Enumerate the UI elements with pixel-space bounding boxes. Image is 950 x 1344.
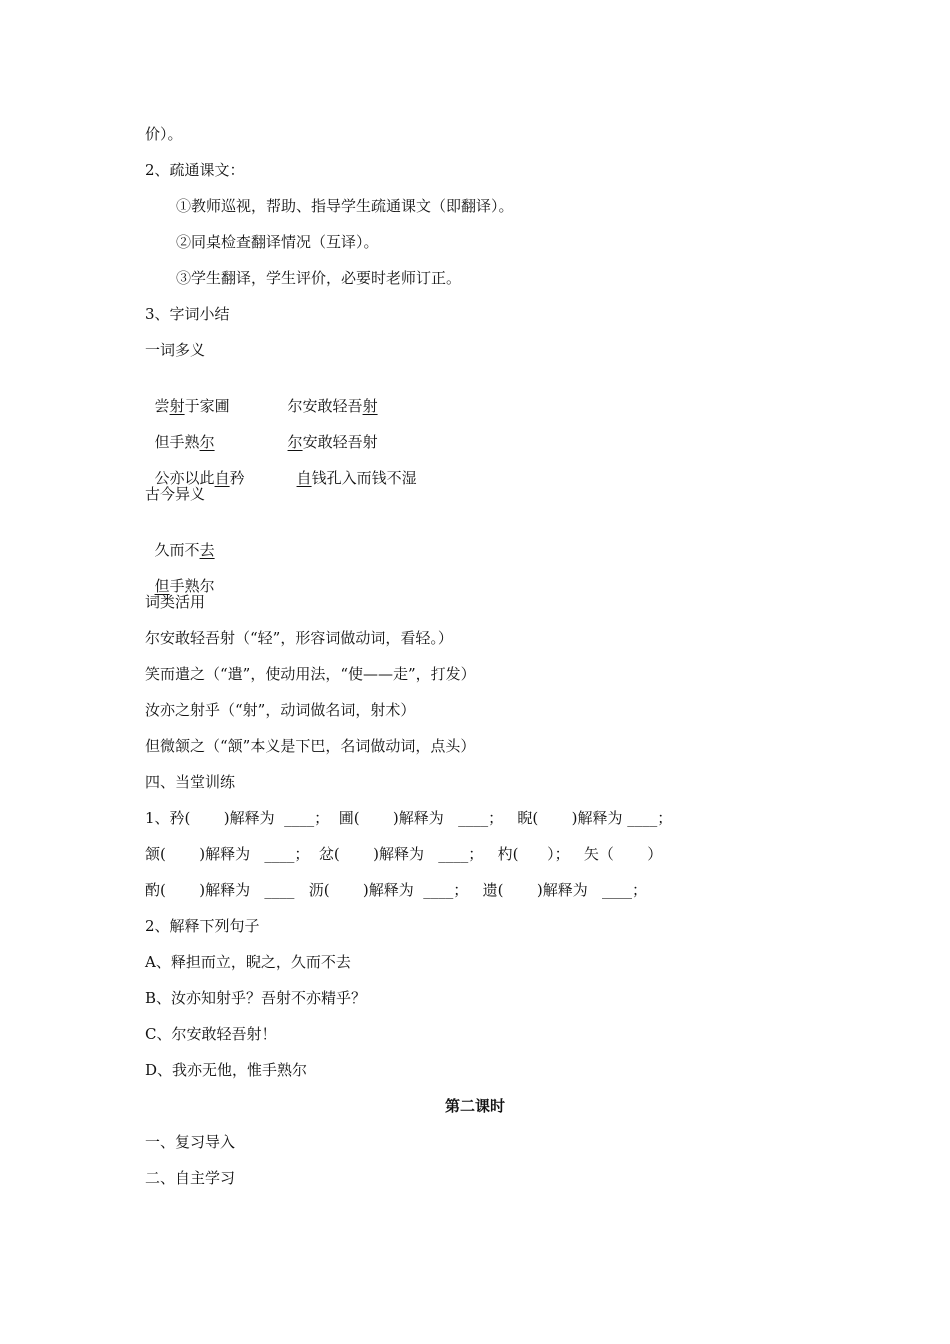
lesson-title: 第二课时 bbox=[444, 1097, 505, 1115]
text-line: 价）。 bbox=[145, 125, 183, 143]
text-line: 笑而遣之（“遣”，使动用法，“使——走”，打发） bbox=[145, 665, 476, 683]
text-line: 一、复习导入 bbox=[145, 1133, 236, 1151]
text: 安敢轻吾射 bbox=[302, 433, 378, 451]
text-line: ③学生翻译，学生评价，必要时老师订正。 bbox=[176, 269, 462, 287]
text: 矜 bbox=[229, 469, 245, 487]
text-line: 汝亦之射乎（“射”，动词做名词，射术） bbox=[145, 701, 416, 719]
underlined-word: 尔 bbox=[287, 433, 303, 451]
text-line: 3、字词小结 bbox=[145, 305, 230, 323]
text-line: ①教师巡视，帮助、指导学生疏通课文（即翻译）。 bbox=[176, 197, 514, 215]
text: 尝 bbox=[154, 397, 170, 415]
section-heading: 古今异义 bbox=[145, 485, 206, 503]
underlined-word: 自 bbox=[214, 469, 230, 487]
text-line bbox=[145, 556, 215, 596]
text: 手熟尔 bbox=[169, 577, 215, 595]
text: 于家圃 bbox=[184, 397, 230, 415]
text-line: 但微颔之（“颔”本义是下巴，名词做动词，点头） bbox=[145, 737, 476, 755]
underlined-word: 尔 bbox=[199, 433, 215, 451]
text: 尔安敢轻吾 bbox=[287, 397, 363, 415]
text-line: 2、疏通课文： bbox=[145, 161, 245, 179]
text: 钱孔入而钱不湿 bbox=[311, 469, 417, 487]
underlined-word: 射 bbox=[362, 397, 378, 415]
text: 但手熟 bbox=[154, 433, 200, 451]
polysemy-row bbox=[145, 376, 230, 416]
section-heading: 一词多义 bbox=[145, 341, 206, 359]
text-line: D、我亦无他，惟手熟尔 bbox=[145, 1061, 308, 1079]
text-line: 2、解释下列句子 bbox=[145, 917, 260, 935]
polysemy-row-col2 bbox=[278, 376, 378, 416]
underlined-word: 自 bbox=[296, 469, 312, 487]
text-line: 二、自主学习 bbox=[145, 1169, 236, 1187]
text-line: 尔安敢轻吾射（“轻”，形容词做动词，看轻。） bbox=[145, 629, 453, 647]
underlined-word: 去 bbox=[199, 541, 215, 559]
exercise-line: 酌( )解释为 ____ 沥( )解释为 ____； 遗( )解释为 ____； bbox=[145, 881, 647, 899]
underlined-word: 射 bbox=[169, 397, 185, 415]
text-line: B、汝亦知射乎？吾射不亦精乎？ bbox=[145, 989, 367, 1007]
text: 公亦以此 bbox=[154, 469, 215, 487]
section-heading: 词类活用 bbox=[145, 593, 206, 611]
exercise-line: 1、矜( )解释为 ____； 圃( )解释为 ____； 睨( )解释为 ____； bbox=[145, 809, 673, 827]
polysemy-row-col2 bbox=[278, 412, 378, 452]
exercise-line: 颔( )解释为 ____； 忿( )解释为 ____； 杓( ）； 矢（ ） bbox=[145, 845, 663, 863]
text: 久而不 bbox=[154, 541, 200, 559]
text-line: C、尔安敢轻吾射！ bbox=[145, 1025, 277, 1043]
polysemy-row-col2 bbox=[287, 448, 417, 488]
section-heading: 四、当堂训练 bbox=[145, 773, 236, 791]
polysemy-row bbox=[145, 448, 245, 488]
polysemy-row bbox=[145, 412, 215, 452]
text-line: A、释担而立，睨之，久而不去 bbox=[145, 953, 351, 971]
text-line bbox=[145, 520, 215, 560]
underlined-word: 但 bbox=[154, 577, 170, 595]
text-line: ②同桌检查翻译情况（互译）。 bbox=[176, 233, 379, 251]
